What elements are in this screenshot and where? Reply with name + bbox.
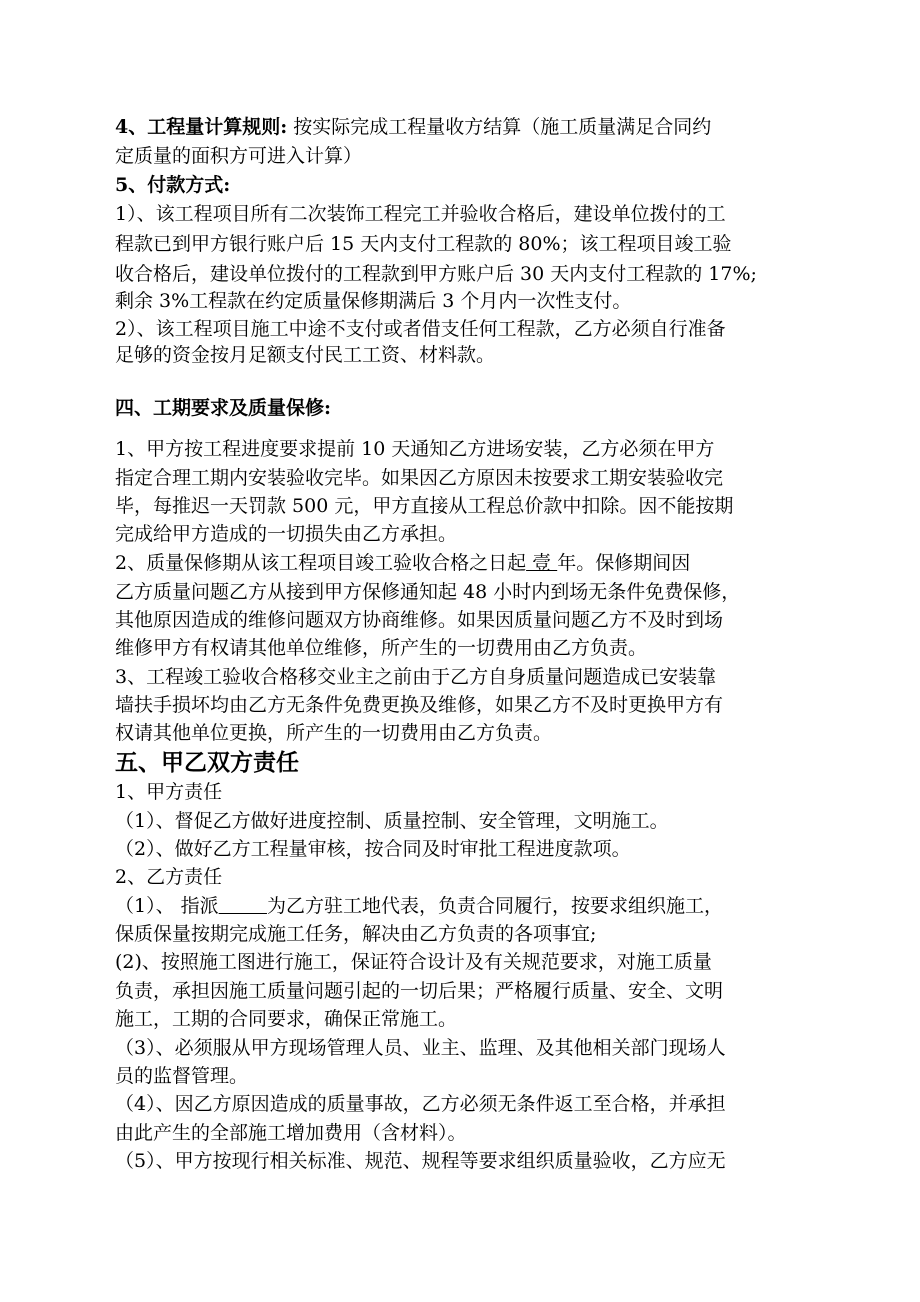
s4p1-line: 指定合理工期内安装验收完毕。如果因乙方原因未按要求工期安装验收完: [115, 467, 724, 489]
item5-label: 5、付款方式:: [115, 174, 231, 196]
s4p2-line1: [115, 550, 690, 576]
s4p2-line: 乙方质量问题乙方从接到甲方保修通知起 48 小时内到场无条件免费保修，: [115, 581, 741, 603]
party-b-item3-line: 员的监督管理。: [115, 1065, 249, 1087]
pay2-line: 足够的资金按月足额支付民工工资、材料款。: [115, 344, 496, 366]
s4p2-line: 其他原因造成的维修问题双方协商维修。如果因质量问题乙方不及时到场: [115, 609, 724, 631]
party-b-heading: 2、乙方责任: [115, 866, 223, 888]
party-b-item3-line: （3）、必须服从甲方现场管理人员、业主、监理、及其他相关部门现场人: [115, 1037, 726, 1059]
party-b-item4-line: （4）、因乙方原因造成的质量事故，乙方必须无条件返工至合格，并承担: [115, 1093, 726, 1115]
s4p3-line: 权请其他单位更换，所产生的一切费用由乙方负责。: [115, 722, 553, 744]
s4p3-line: 3、工程竣工验收合格移交业主之前由于乙方自身质量问题造成已安装靠: [115, 666, 717, 688]
site-representative-blank: [219, 895, 267, 917]
item4-label: 4、工程量计算规则:: [115, 116, 288, 138]
s4p2-line: 维修甲方有权请其他单位维修，所产生的一切费用由乙方负责。: [115, 637, 648, 659]
party-b-item1-line2: 保质保量按期完成施工任务，解决由乙方负责的各项事宜;: [115, 923, 597, 945]
s4p1-line: 完成给甲方造成的一切损失由乙方承担。: [115, 523, 458, 545]
section4-title: 四、工期要求及质量保修:: [115, 397, 332, 419]
pay1-line: 1）、该工程项目所有二次装饰工程完工并验收合格后，建设单位拨付的工: [115, 203, 726, 225]
party-a-heading: 1、甲方责任: [115, 781, 223, 803]
s4p2-pre: 2、质量保修期从该工程项目竣工验收合格之日起: [115, 552, 527, 574]
party-b-item2-line: 施工，工期的合同要求，确保正常施工。: [115, 1008, 458, 1030]
party-b-item1-post: 为乙方驻工地代表，负责合同履行，按要求组织施工，: [266, 895, 723, 917]
section5-title: 五、甲乙双方责任: [115, 749, 299, 776]
s4p1-line: 1、甲方按工程进度要求提前 10 天通知乙方进场安装，乙方必须在甲方: [115, 438, 715, 460]
party-b-item2-line: (2)、按照施工图进行施工，保证符合设计及有关规范要求，对施工质量: [115, 951, 712, 973]
pay1-line: 程款已到甲方银行账户后 15 天内支付工程款的 80%；该工程项目竣工验: [115, 233, 732, 255]
party-b-item5-line: （5）、甲方按现行相关标准、规范、规程等要求组织质量验收，乙方应无: [115, 1150, 726, 1172]
warranty-years-field: 壹: [526, 552, 558, 574]
party-a-item: （2）、做好乙方工程量审核，按合同及时审批工程进度款项。: [115, 838, 631, 860]
item4-line2: 定质量的面积方可进入计算）: [115, 145, 363, 167]
party-b-item1-pre: （1）、 指派: [115, 895, 219, 917]
party-b-item4-line: 由此产生的全部施工增加费用（含材料）。: [115, 1122, 467, 1144]
party-b-item1-line1: [115, 893, 723, 919]
s4p1-line: 毕，每推迟一天罚款 500 元，甲方直接从工程总价款中扣除。因不能按期: [115, 495, 734, 517]
party-b-item2-line: 负责，承担因施工质量问题引起的一切后果；严格履行质量、安全、文明: [115, 980, 724, 1002]
s4p3-line: 墙扶手损坏均由乙方无条件免费更换及维修，如果乙方不及时更换甲方有: [115, 694, 724, 716]
party-a-item: （1）、督促乙方做好进度控制、质量控制、安全管理，文明施工。: [115, 810, 669, 832]
pay2-line: 2）、该工程项目施工中途不支付或者借支任何工程款，乙方必须自行准备: [115, 318, 726, 340]
s4p2-post: 年。保修期间因: [557, 552, 691, 574]
item4-line1: [115, 114, 711, 140]
pay1-line: 收合格后，建设单位拨付的工程款到甲方账户后 30 天内支付工程款的 17%;: [115, 263, 757, 285]
item4-text: 按实际完成工程量收方结算（施工质量满足合同约: [287, 116, 712, 138]
pay1-line: 剩余 3%工程款在约定质量保修期满后 3 个月内一次性支付。: [115, 290, 632, 312]
